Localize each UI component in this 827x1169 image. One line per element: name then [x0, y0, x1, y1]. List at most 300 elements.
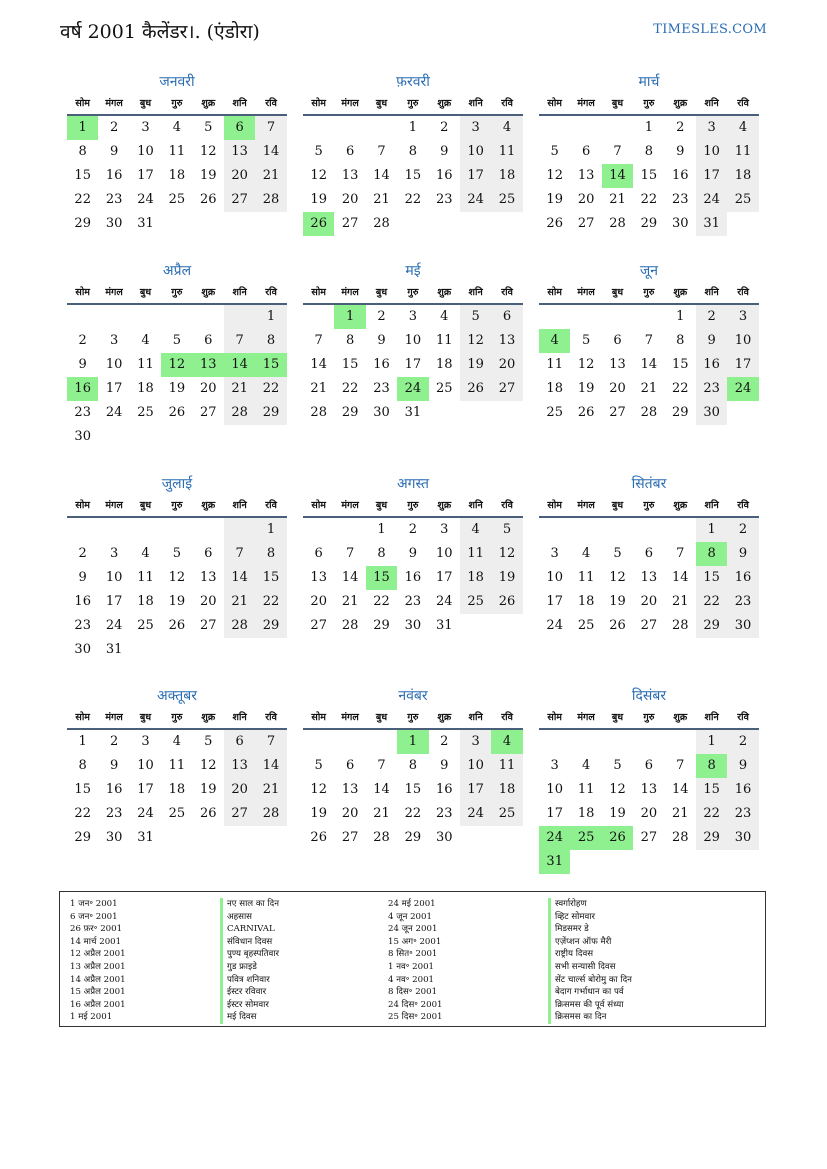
day-cell: 9	[109, 144, 119, 159]
day-cell: 23	[404, 594, 422, 609]
day-cell: 13	[491, 329, 522, 353]
site-brand-link[interactable]: TIMESLES.COM	[653, 22, 767, 37]
day-cell: 6	[644, 758, 653, 773]
day-cell: 16	[727, 778, 758, 802]
weekday-label: गुरु	[171, 500, 183, 511]
empty-cell	[602, 305, 633, 329]
day-cell: 30	[696, 401, 727, 425]
empty-cell	[334, 518, 365, 542]
weekday-label: मंगल	[105, 98, 123, 109]
day-cell: 1	[644, 120, 653, 135]
holiday-date: 15 अप्रैल 2001	[70, 987, 126, 998]
month-calendar	[539, 474, 759, 638]
day-cell: 18	[168, 168, 186, 183]
weekday-label: मंगल	[341, 500, 359, 511]
day-grid	[67, 116, 287, 236]
day-cell: 23	[74, 618, 91, 633]
day-cell: 3	[460, 730, 491, 754]
day-cell: 28	[224, 614, 255, 638]
day-cell: 29	[341, 405, 359, 420]
day-cell: 15	[696, 778, 727, 802]
holiday-date: 25 दिस॰ 2001	[388, 1012, 443, 1023]
day-cell: 9	[440, 758, 449, 773]
empty-cell	[303, 730, 334, 754]
weekday-label: शनि	[232, 98, 247, 109]
day-cell: 26	[199, 806, 217, 821]
weekday-label: गुरु	[643, 712, 655, 723]
day-cell: 8	[696, 754, 727, 778]
day-cell: 2	[727, 518, 758, 542]
weekday-label: शनि	[468, 712, 483, 723]
day-cell: 27	[491, 377, 522, 401]
month-name: फ़रवरी	[396, 74, 430, 90]
day-cell: 21	[341, 594, 359, 609]
day-cell: 19	[168, 594, 186, 609]
day-cell: 21	[373, 806, 390, 821]
day-cell: 6	[345, 758, 355, 773]
weekday-label: शनि	[468, 287, 483, 298]
day-cell: 14	[255, 140, 286, 164]
day-cell: 15	[404, 782, 422, 797]
month-calendar	[539, 686, 759, 874]
day-cell: 11	[168, 144, 186, 159]
day-cell: 19	[310, 192, 327, 207]
weekday-label: गुरु	[407, 287, 419, 298]
day-cell: 25	[435, 381, 453, 396]
holiday-legend	[59, 891, 766, 1027]
weekday-label: मंगल	[341, 712, 359, 723]
day-cell: 18	[546, 381, 563, 396]
weekday-label: गुरु	[171, 712, 183, 723]
empty-cell	[67, 518, 98, 542]
day-cell: 27	[199, 618, 217, 633]
day-cell: 12	[310, 782, 327, 797]
day-cell: 23	[727, 590, 758, 614]
day-cell: 30	[435, 830, 453, 845]
day-cell: 26	[491, 590, 522, 614]
empty-cell	[193, 518, 224, 542]
day-cell: 8	[408, 144, 417, 159]
day-cell: 27	[640, 830, 658, 845]
day-cell: 7	[676, 758, 685, 773]
weekday-label: बुध	[375, 712, 388, 723]
weekday-label: सोम	[547, 500, 562, 511]
empty-cell	[366, 730, 397, 754]
month-calendar	[67, 261, 287, 449]
day-cell: 28	[255, 188, 286, 212]
weekday-header	[67, 708, 287, 730]
day-cell: 16	[671, 168, 689, 183]
day-cell: 5	[314, 758, 323, 773]
day-cell: 9	[78, 570, 87, 585]
weekday-label: शुक्र	[673, 500, 688, 511]
day-cell: 12	[491, 542, 522, 566]
day-cell: 23	[373, 381, 390, 396]
day-cell: 18	[137, 594, 154, 609]
day-cell: 25	[491, 188, 522, 212]
day-cell: 26	[460, 377, 491, 401]
weekday-header	[303, 496, 523, 518]
weekday-label: शुक्र	[673, 98, 688, 109]
day-cell: 18	[491, 778, 522, 802]
month-calendar	[539, 261, 759, 425]
day-cell: 2	[78, 546, 87, 561]
day-cell: 23	[74, 405, 91, 420]
empty-cell	[633, 305, 664, 329]
holiday-date: 8 सित॰ 2001	[388, 949, 438, 960]
day-cell: 30	[404, 618, 422, 633]
day-cell: 14	[640, 357, 658, 372]
weekday-label: शुक्र	[673, 712, 688, 723]
day-cell: 25	[168, 192, 186, 207]
day-cell: 17	[435, 570, 453, 585]
day-cell: 15	[366, 566, 397, 590]
day-cell: 25	[577, 618, 595, 633]
empty-cell	[161, 305, 192, 329]
day-cell: 24	[105, 618, 123, 633]
holiday-name: CARNIVAL	[220, 923, 279, 936]
day-cell: 26	[609, 618, 626, 633]
day-cell: 9	[727, 542, 758, 566]
day-grid	[67, 305, 287, 449]
weekday-label: शनि	[704, 500, 719, 511]
day-cell: 9	[727, 754, 758, 778]
weekday-label: बुध	[139, 98, 152, 109]
day-cell: 2	[727, 730, 758, 754]
day-cell: 1	[334, 305, 365, 329]
day-cell: 8	[345, 333, 355, 348]
weekday-label: बुध	[375, 287, 388, 298]
empty-cell	[539, 305, 570, 329]
weekday-label: शनि	[232, 500, 247, 511]
day-cell: 4	[460, 518, 491, 542]
day-cell: 7	[377, 144, 386, 159]
day-cell: 1	[377, 522, 386, 537]
weekday-header	[67, 94, 287, 116]
holiday-name: मई दिवस	[220, 1011, 279, 1024]
day-cell: 13	[224, 754, 255, 778]
day-cell: 8	[78, 758, 87, 773]
day-cell: 18	[435, 357, 453, 372]
day-cell: 18	[460, 566, 491, 590]
holiday-date: 24 मई 2001	[388, 899, 436, 909]
day-cell: 13	[224, 140, 255, 164]
day-cell: 17	[137, 782, 154, 797]
day-cell: 28	[373, 216, 390, 231]
day-cell: 31	[435, 618, 453, 633]
weekday-label: मंगल	[105, 500, 123, 511]
day-grid	[67, 518, 287, 662]
weekday-label: बुध	[139, 500, 152, 511]
day-cell: 1	[408, 120, 417, 135]
day-cell: 27	[224, 802, 255, 826]
holiday-date: 14 मार्च 2001	[70, 936, 122, 947]
empty-cell	[602, 730, 633, 754]
holiday-date: 1 मई 2001	[70, 1012, 113, 1023]
weekday-label: सोम	[75, 712, 90, 723]
weekday-label: मंगल	[577, 712, 595, 723]
day-cell: 12	[161, 353, 192, 377]
holiday-date: 16 अप्रैल 2001	[70, 999, 126, 1010]
weekday-label: रवि	[501, 287, 513, 298]
day-cell: 20	[341, 192, 359, 207]
day-cell: 28	[310, 405, 327, 420]
day-cell: 25	[460, 590, 491, 614]
day-cell: 3	[440, 522, 449, 537]
day-cell: 15	[74, 168, 91, 183]
holiday-name: स्वर्गारोहण	[548, 898, 632, 911]
day-cell: 11	[577, 570, 595, 585]
day-cell: 8	[696, 542, 727, 566]
day-cell: 4	[581, 758, 591, 773]
weekday-label: मंगल	[577, 98, 595, 109]
weekday-label: बुध	[139, 712, 152, 723]
day-cell: 12	[609, 570, 626, 585]
day-cell: 15	[255, 566, 286, 590]
day-cell: 20	[341, 806, 359, 821]
holiday-date: 1 जन॰ 2001	[70, 899, 118, 909]
day-cell: 22	[255, 590, 286, 614]
holiday-date: 4 जून 2001	[388, 911, 432, 922]
day-cell: 21	[640, 381, 658, 396]
holiday-name: एज़ेंप्शन ऑफ मैरी	[548, 936, 632, 949]
day-cell: 28	[341, 618, 359, 633]
weekday-label: शुक्र	[201, 287, 216, 298]
weekday-label: रवि	[265, 98, 277, 109]
day-cell: 29	[74, 216, 91, 231]
day-cell: 31	[404, 405, 422, 420]
day-cell: 14	[602, 164, 633, 188]
weekday-label: गुरु	[407, 98, 419, 109]
day-cell: 13	[341, 168, 359, 183]
weekday-label: गुरु	[171, 98, 183, 109]
day-cell: 10	[460, 140, 491, 164]
weekday-label: सोम	[75, 500, 90, 511]
day-cell: 28	[609, 216, 626, 231]
day-cell: 23	[727, 802, 758, 826]
day-cell: 3	[460, 116, 491, 140]
day-cell: 1	[397, 730, 428, 754]
day-cell: 14	[373, 168, 390, 183]
month-name: मई	[405, 263, 421, 279]
day-cell: 16	[67, 377, 98, 401]
day-cell: 20	[224, 778, 255, 802]
day-cell: 14	[310, 357, 327, 372]
weekday-header	[303, 283, 523, 305]
day-cell: 12	[460, 329, 491, 353]
day-cell: 9	[440, 144, 449, 159]
day-grid	[539, 305, 759, 425]
day-cell: 11	[460, 542, 491, 566]
empty-cell	[665, 518, 696, 542]
day-cell: 5	[613, 758, 622, 773]
day-grid	[539, 116, 759, 236]
day-cell: 16	[373, 357, 390, 372]
day-cell: 15	[341, 357, 359, 372]
day-cell: 14	[671, 782, 689, 797]
day-cell: 19	[609, 806, 626, 821]
day-cell: 8	[255, 542, 286, 566]
empty-cell	[602, 518, 633, 542]
day-cell: 7	[676, 546, 685, 561]
day-cell: 15	[696, 566, 727, 590]
empty-cell	[334, 730, 365, 754]
day-cell: 24	[137, 192, 154, 207]
day-cell: 11	[491, 754, 522, 778]
weekday-header	[539, 496, 759, 518]
day-cell: 28	[671, 830, 689, 845]
day-cell: 24	[727, 377, 758, 401]
day-cell: 25	[546, 405, 563, 420]
day-cell: 20	[640, 594, 658, 609]
day-cell: 4	[172, 120, 181, 135]
day-cell: 25	[137, 405, 154, 420]
month-name: मार्च	[638, 74, 660, 90]
day-cell: 4	[141, 333, 150, 348]
day-cell: 15	[671, 357, 689, 372]
day-cell: 10	[137, 758, 154, 773]
day-cell: 17	[137, 168, 154, 183]
month-name: नवंबर	[398, 688, 428, 704]
month-calendar	[303, 261, 523, 425]
day-cell: 28	[373, 830, 390, 845]
day-cell: 29	[671, 405, 689, 420]
day-cell: 22	[696, 802, 727, 826]
day-cell: 18	[577, 594, 595, 609]
day-cell: 10	[546, 782, 563, 797]
weekday-label: शनि	[232, 287, 247, 298]
day-cell: 21	[373, 192, 390, 207]
day-cell: 29	[255, 614, 286, 638]
day-cell: 17	[727, 353, 758, 377]
day-cell: 30	[727, 826, 758, 850]
day-cell: 27	[341, 216, 359, 231]
day-cell: 30	[74, 642, 91, 657]
day-cell: 29	[373, 618, 390, 633]
day-cell: 8	[78, 144, 87, 159]
day-cell: 3	[141, 120, 150, 135]
day-cell: 5	[613, 546, 622, 561]
day-cell: 6	[224, 116, 255, 140]
empty-cell	[303, 116, 334, 140]
day-cell: 14	[224, 353, 255, 377]
day-cell: 3	[109, 333, 119, 348]
day-cell: 6	[644, 546, 653, 561]
day-cell: 15	[640, 168, 658, 183]
weekday-label: बुध	[611, 500, 624, 511]
empty-cell	[98, 518, 129, 542]
month-calendar	[67, 474, 287, 662]
day-cell: 22	[255, 377, 286, 401]
day-cell: 26	[168, 405, 186, 420]
day-cell: 29	[255, 401, 286, 425]
weekday-label: शनि	[468, 500, 483, 511]
day-cell: 7	[314, 333, 323, 348]
day-cell: 27	[224, 188, 255, 212]
day-grid	[303, 730, 523, 850]
day-cell: 20	[199, 381, 217, 396]
day-cell: 4	[491, 116, 522, 140]
day-cell: 26	[199, 192, 217, 207]
day-cell: 14	[255, 754, 286, 778]
day-cell: 3	[141, 734, 150, 749]
day-cell: 22	[341, 381, 359, 396]
day-cell: 11	[137, 357, 154, 372]
day-cell: 13	[640, 782, 658, 797]
weekday-label: शुक्र	[437, 287, 452, 298]
day-cell: 21	[224, 377, 255, 401]
month-name: अक्तूबर	[157, 688, 197, 704]
weekday-label: सोम	[547, 712, 562, 723]
day-cell: 3	[550, 758, 559, 773]
day-cell: 2	[377, 309, 386, 324]
day-cell: 20	[491, 353, 522, 377]
empty-cell	[224, 518, 255, 542]
day-cell: 8	[676, 333, 685, 348]
day-cell: 17	[460, 164, 491, 188]
day-cell: 16	[435, 782, 453, 797]
day-cell: 16	[696, 353, 727, 377]
day-cell: 28	[640, 405, 658, 420]
empty-cell	[570, 730, 601, 754]
day-cell: 2	[676, 120, 685, 135]
day-cell: 20	[224, 164, 255, 188]
day-cell: 7	[255, 116, 286, 140]
day-cell: 12	[577, 357, 595, 372]
day-cell: 14	[671, 570, 689, 585]
day-cell: 21	[310, 381, 327, 396]
weekday-label: बुध	[375, 98, 388, 109]
day-cell: 1	[696, 518, 727, 542]
empty-cell	[539, 730, 570, 754]
month-calendar	[67, 72, 287, 236]
day-cell: 19	[546, 192, 563, 207]
day-cell: 10	[404, 333, 422, 348]
day-cell: 5	[204, 734, 213, 749]
weekday-label: शनि	[704, 98, 719, 109]
weekday-label: गुरु	[407, 500, 419, 511]
day-cell: 26	[303, 212, 334, 236]
day-cell: 9	[377, 333, 386, 348]
weekday-label: शनि	[704, 712, 719, 723]
holiday-name: पवित्र शनिवार	[220, 974, 279, 987]
holiday-name: राष्ट्रीय दिवस	[548, 948, 632, 961]
day-cell: 4	[172, 734, 181, 749]
day-cell: 31	[137, 830, 154, 845]
month-name: अप्रैल	[162, 263, 192, 279]
day-cell: 6	[491, 305, 522, 329]
day-cell: 29	[404, 830, 422, 845]
day-cell: 16	[727, 566, 758, 590]
weekday-label: गुरु	[643, 287, 655, 298]
day-cell: 28	[255, 802, 286, 826]
holiday-date: 24 दिस॰ 2001	[388, 999, 443, 1010]
day-cell: 14	[373, 782, 390, 797]
weekday-label: बुध	[611, 287, 624, 298]
weekday-header	[303, 708, 523, 730]
weekday-label: बुध	[375, 500, 388, 511]
weekday-label: सोम	[311, 500, 326, 511]
day-cell: 10	[460, 754, 491, 778]
day-cell: 17	[460, 778, 491, 802]
holiday-name: ईस्टर सोमवार	[220, 999, 279, 1012]
day-cell: 13	[640, 570, 658, 585]
weekday-label: मंगल	[341, 287, 359, 298]
day-cell: 2	[408, 522, 417, 537]
day-cell: 19	[199, 782, 217, 797]
day-cell: 18	[577, 806, 595, 821]
holiday-name: संविधान दिवस	[220, 936, 279, 949]
